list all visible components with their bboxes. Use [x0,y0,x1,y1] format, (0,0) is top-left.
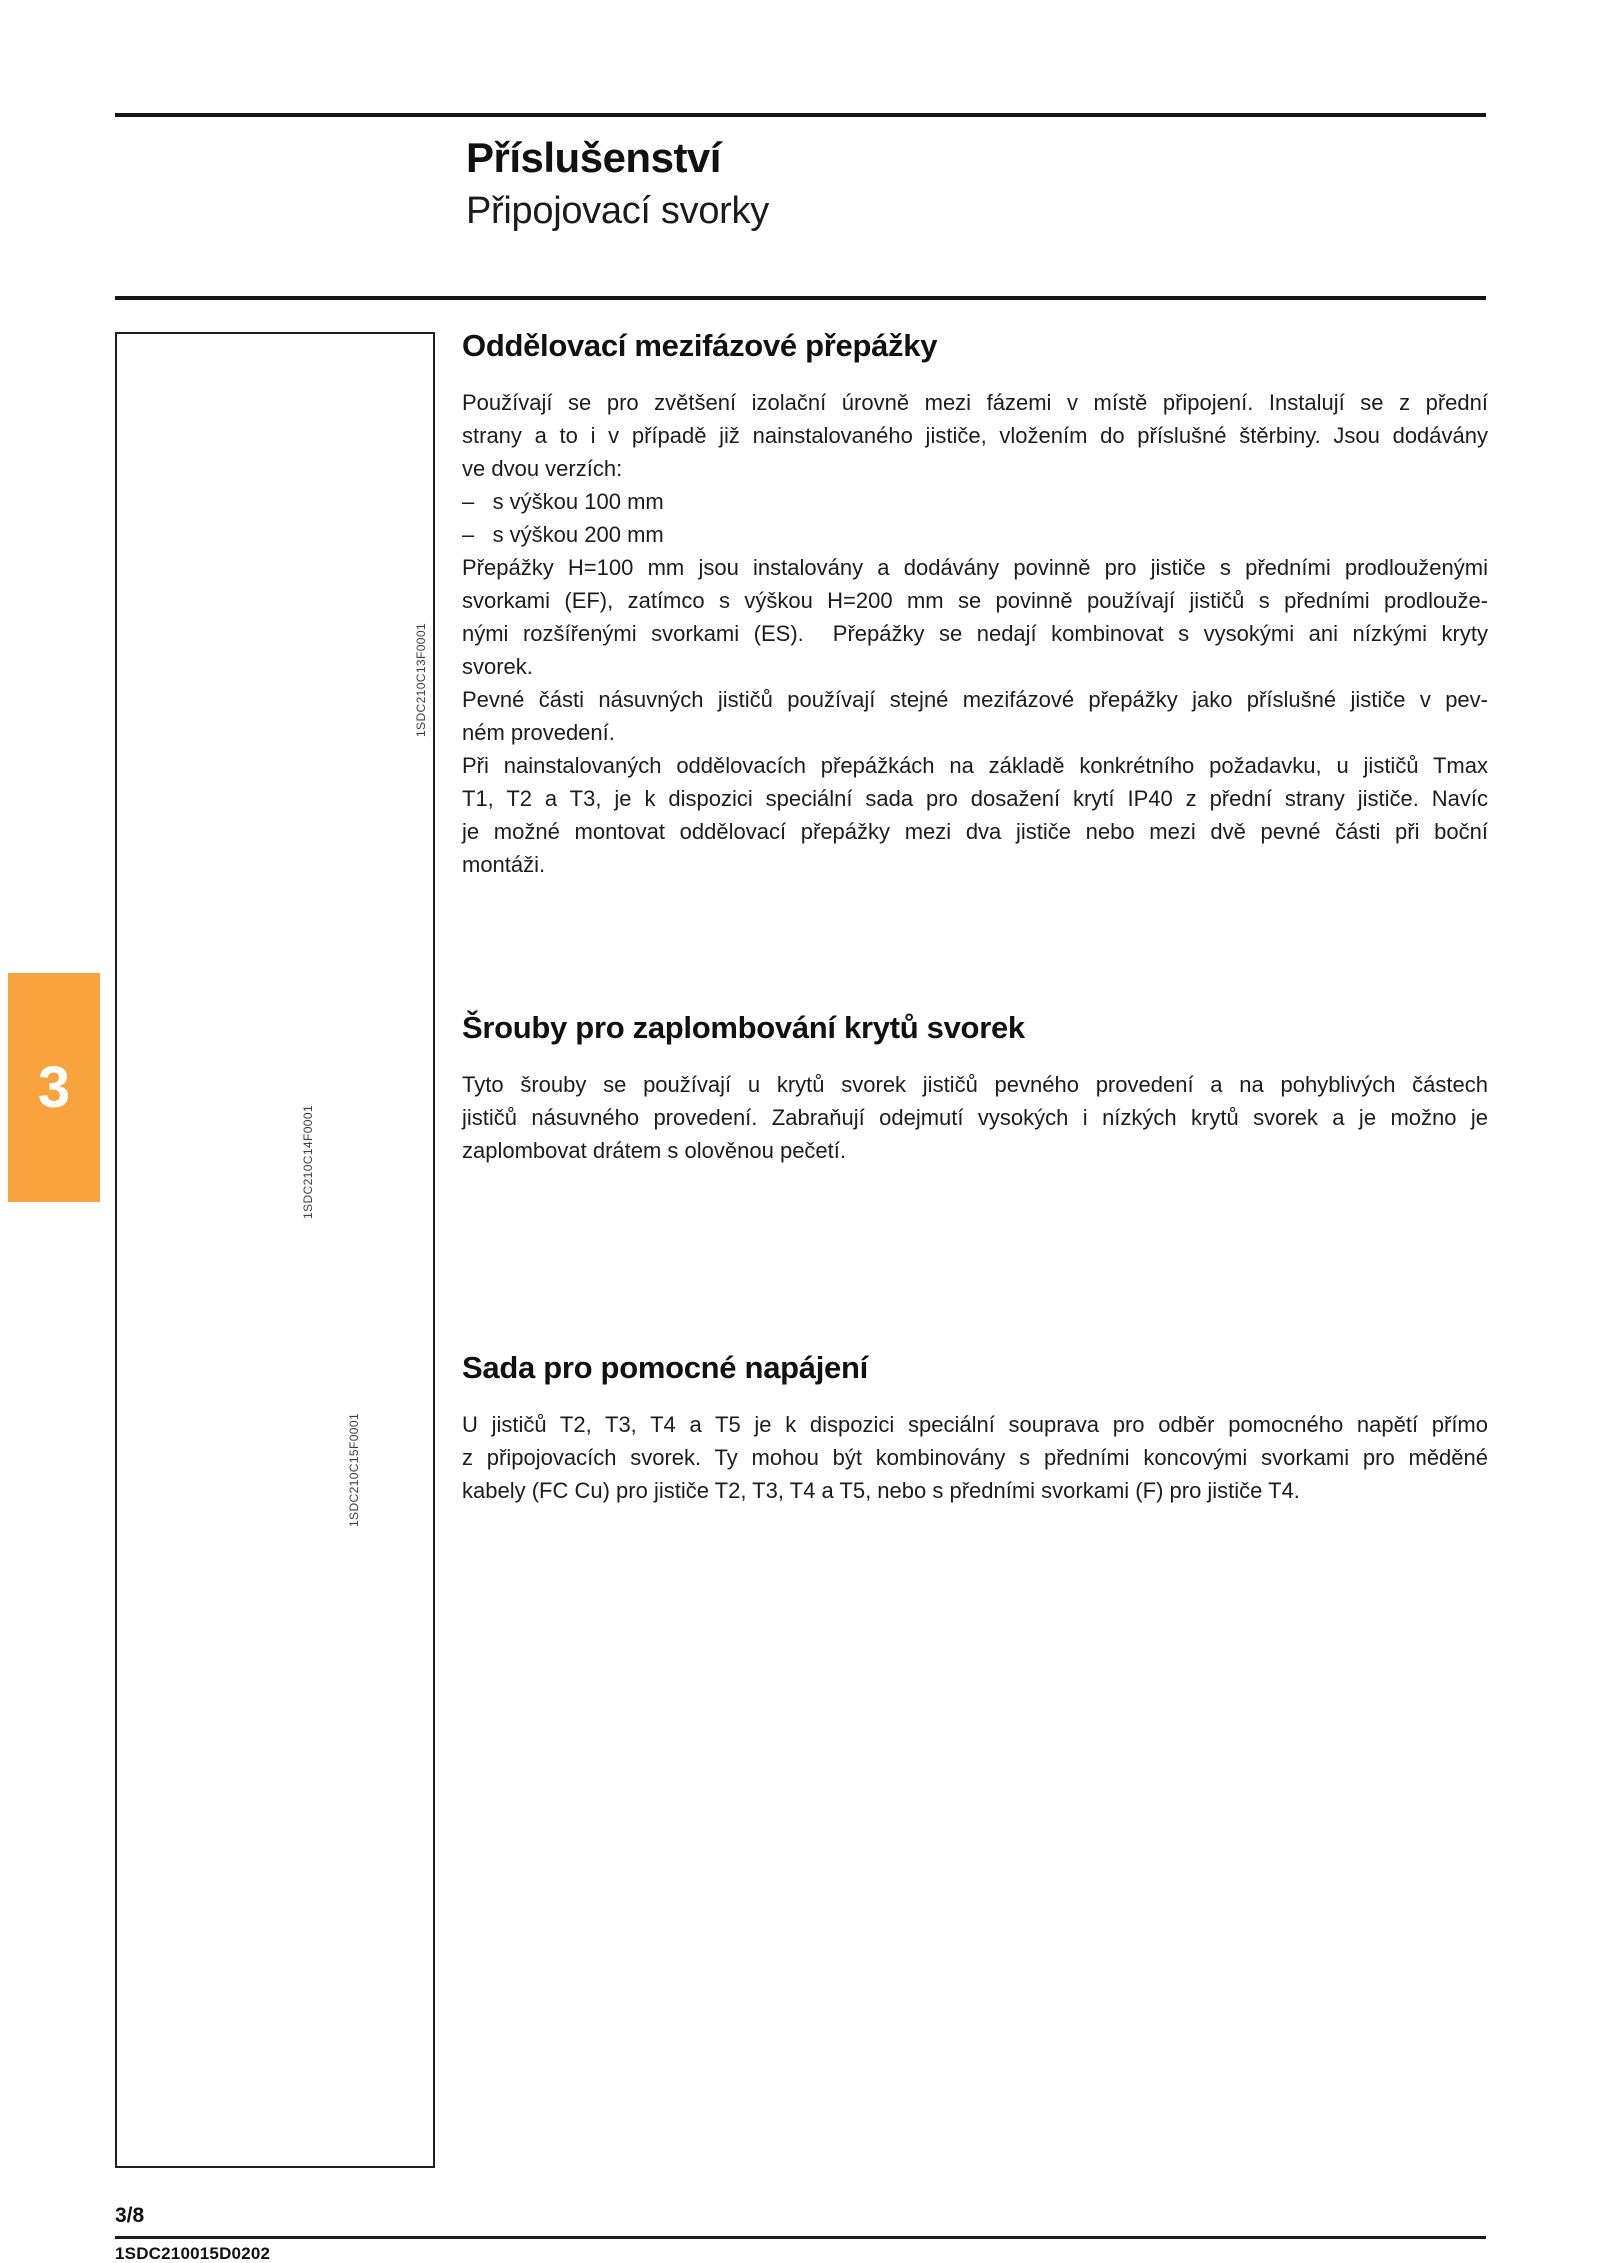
body-line: montáži. [462,852,546,877]
figure-code-label: 1SDC210C15F0001 [347,1412,361,1528]
section-body [462,1408,1488,1507]
body-line: Pevné části násuvných jističů používají stejné mezifázové přepážky jako příslušné jističe v pev- [462,687,1488,712]
figure-code-label: 1SDC210C14F0001 [301,1104,315,1220]
page-title: Příslušenství [466,134,721,181]
body-line: svorek. [462,654,533,679]
body-line: strany a to i v případě již nainstalovaného jističe, vložením do příslušné štěrbiny. Jsou dodávány [462,423,1488,448]
section-heading: Sada pro pomocné napájení [462,1350,868,1385]
section-heading: Šrouby pro zaplombování krytů svorek [462,1010,1025,1045]
body-line: – s výškou 100 mm [462,489,664,514]
section-body [462,1068,1488,1167]
body-line: svorkami (EF), zatímco s výškou H=200 mm se povinně používají jističů s předními prodlouže- [462,588,1488,613]
section-sealing-screws [462,1008,1488,1167]
body-line: kabely (FC Cu) pro jističe T2, T3, T4 a T5, nebo s předními svorkami (F) pro jističe T4. [462,1478,1300,1503]
section-heading: Oddělovací mezifázové přepážky [462,328,938,363]
body-line: ve dvou verzích: [462,456,623,481]
body-line: zaplombovat drátem s olověnou pečetí. [462,1138,847,1163]
figure-code-label: 1SDC210C13F0001 [414,622,428,738]
body-line: Používají se pro zvětšení izolační úrovně mezi fázemi v místě připojení. Instalují se z přední [462,390,1488,415]
section-body [462,386,1488,881]
header-bottom-rule [115,296,1486,300]
section-separating-phase-barriers [462,326,1488,881]
body-line: T1, T2 a T3, je k dispozici speciální sada pro dosažení krytí IP40 z přední strany jističe. Navíc [462,786,1488,811]
footer-page-number: 3/8 [115,2204,145,2227]
body-line: z připojovacích svorek. Ty mohou být kombinovány s předními koncovými svorkami pro měděné [462,1445,1488,1470]
figure-placeholder-box [115,332,435,2168]
page-subtitle: Připojovací svorky [466,190,769,232]
body-line: Přepážky H=100 mm jsou instalovány a dodávány povinně pro jističe s předními prodlouženými [462,555,1488,580]
chapter-tab [8,973,100,1202]
section-auxiliary-supply-kit [462,1348,1488,1507]
body-line: ném provedení. [462,720,615,745]
body-line: – s výškou 200 mm [462,522,664,547]
body-line: Tyto šrouby se používají u krytů svorek jističů pevného provedení a na pohyblivých částech [462,1072,1488,1097]
footer-rule [115,2236,1486,2239]
chapter-tab-number: 3 [37,1054,71,1120]
body-line: nými rozšířenými svorkami (ES). Přepážky se nedají kombinovat s vysokými ani nízkými kryty [462,621,1488,646]
body-line: Při nainstalovaných oddělovacích přepážkách na základě konkrétního požadavku, u jističů Tmax [462,753,1488,778]
body-line: je možné montovat oddělovací přepážky mezi dva jističe nebo mezi dvě pevné části při boční [462,819,1488,844]
header-top-rule [115,113,1486,117]
body-line: U jističů T2, T3, T4 a T5 je k dispozici speciální souprava pro odběr pomocného napětí přímo [462,1412,1488,1437]
body-line: jističů násuvného provedení. Zabraňují odejmutí vysokých i nízkých krytů svorek a je možno je [462,1105,1488,1130]
footer-doc-code: 1SDC210015D0202 [115,2244,271,2263]
